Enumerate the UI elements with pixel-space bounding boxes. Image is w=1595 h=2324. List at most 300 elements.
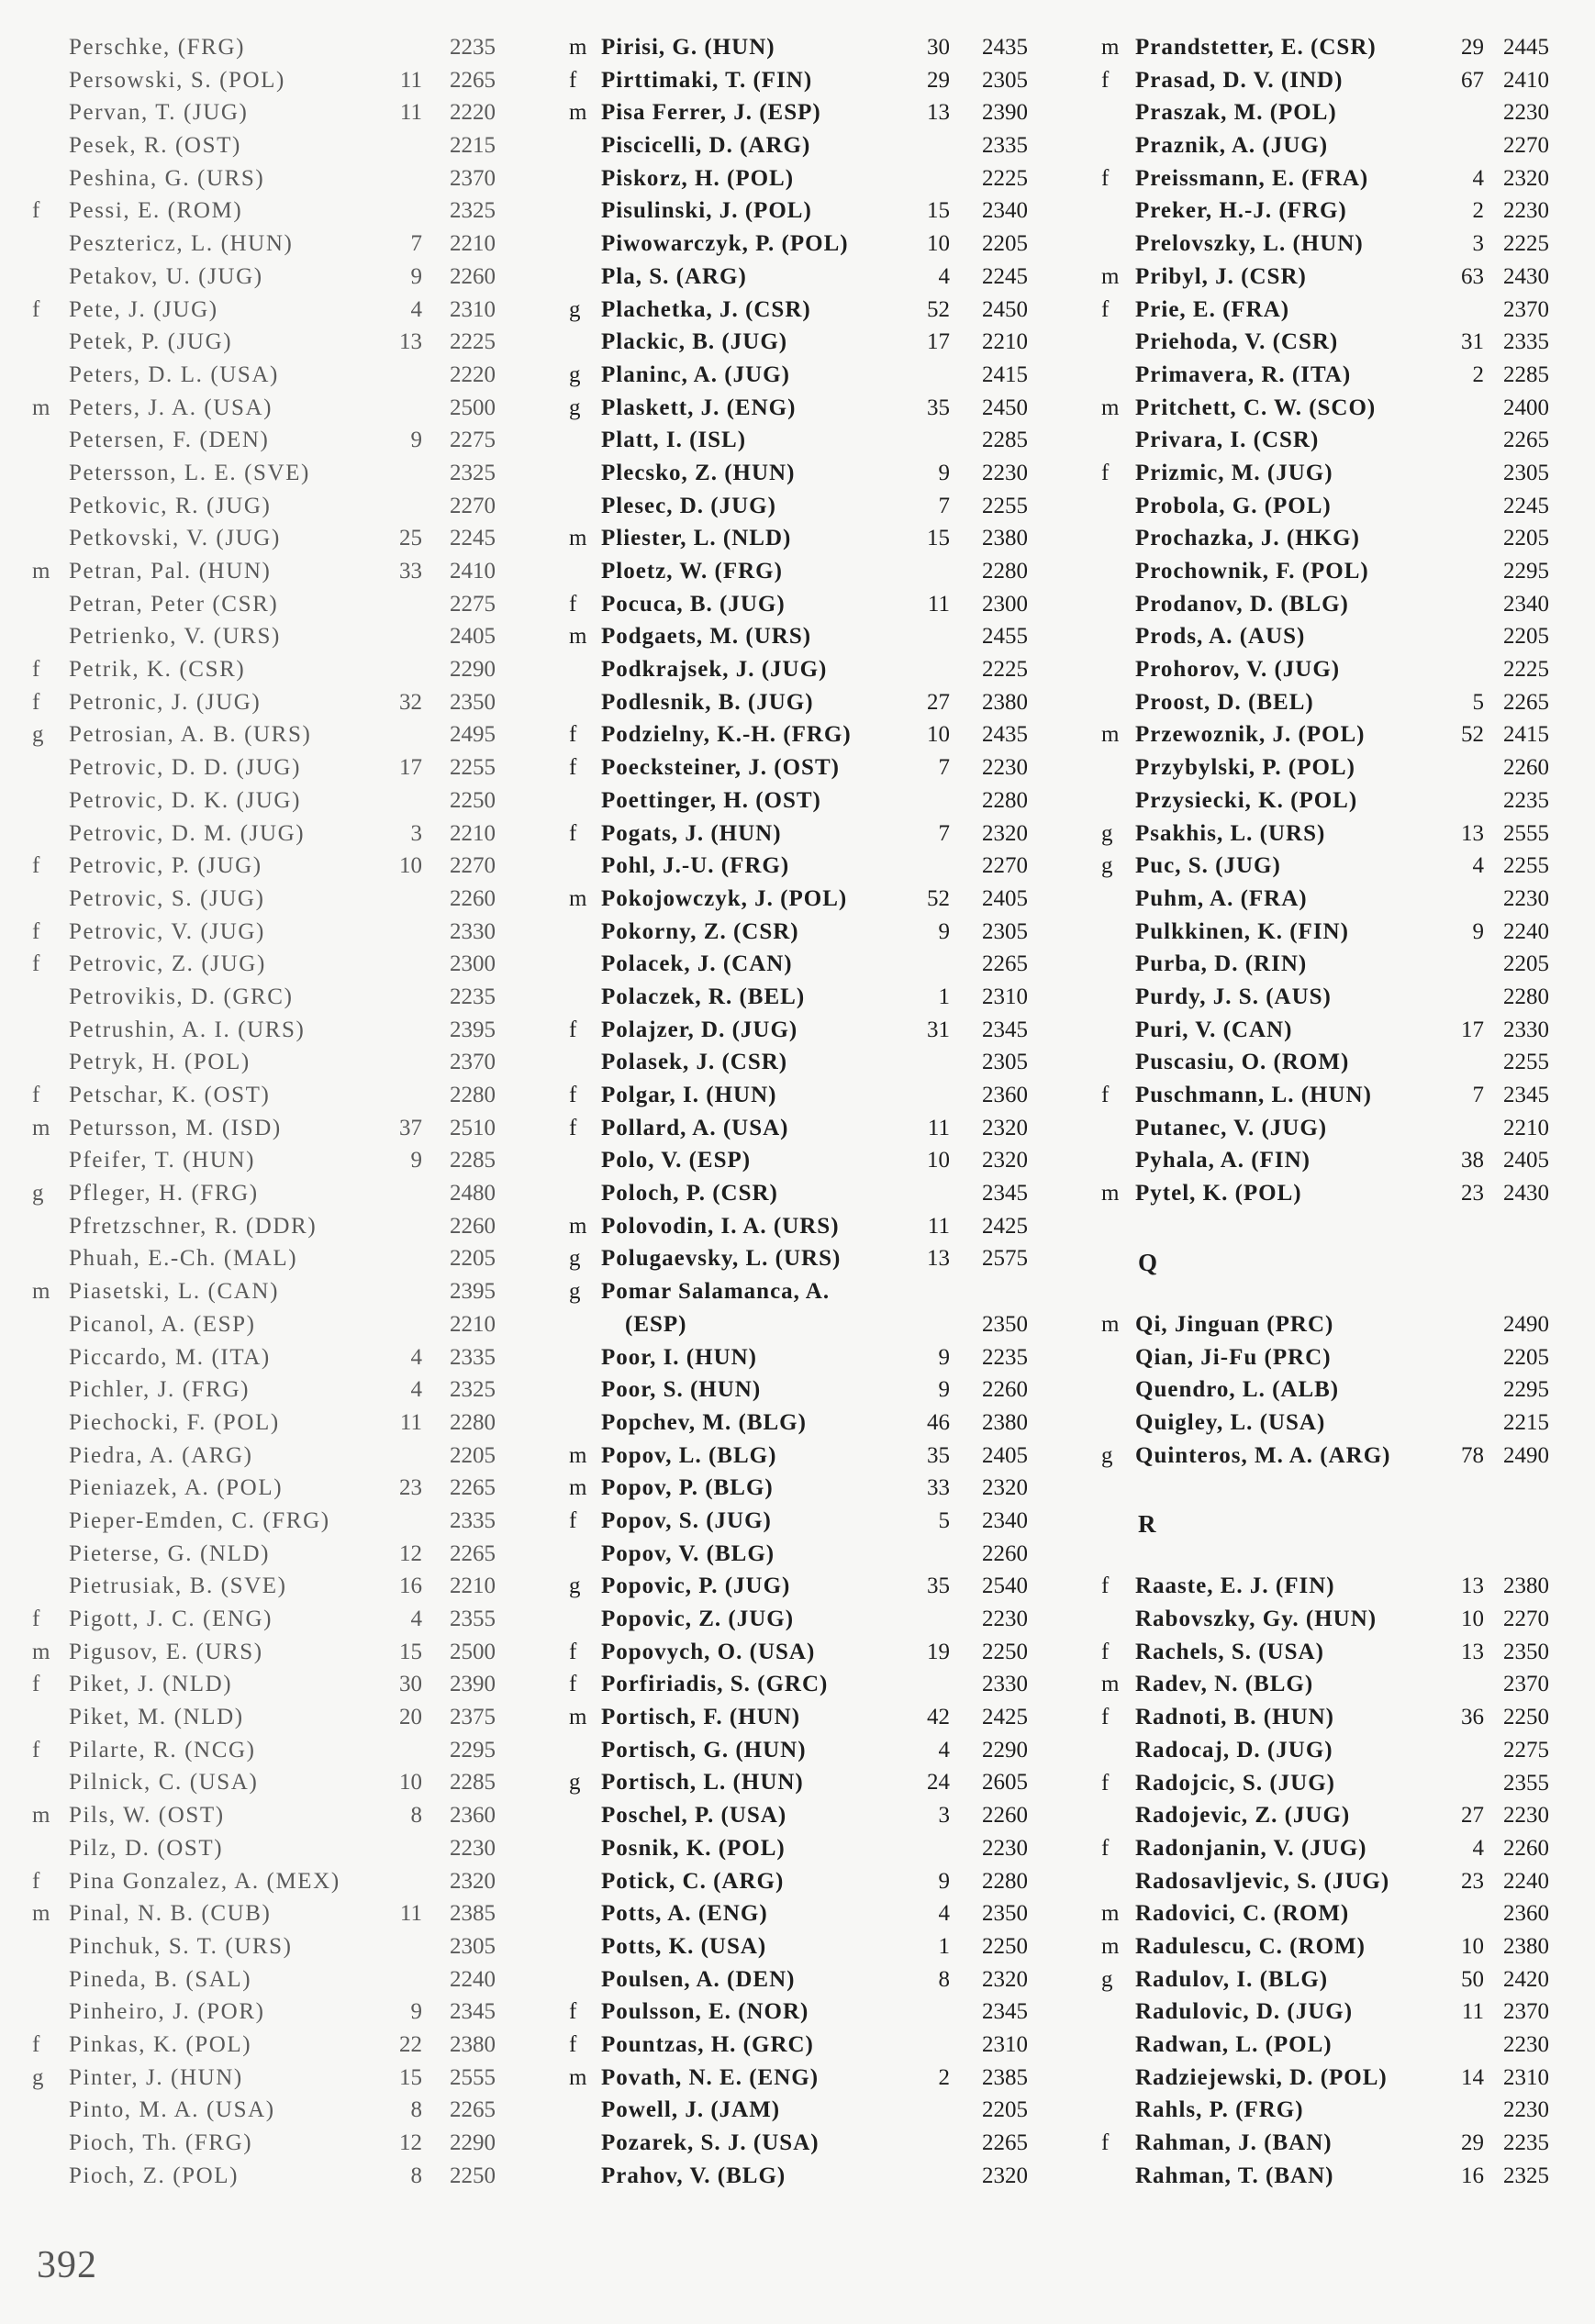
player-entry	[1074, 883, 1588, 916]
title-code: m	[569, 35, 588, 60]
title-code: f	[32, 657, 41, 683]
title-code: f	[569, 820, 578, 846]
player-name: Podzielny, K.-H. (FRG)	[601, 722, 852, 748]
elo-rating: 2275	[450, 591, 496, 617]
player-entry	[0, 1144, 532, 1177]
player-name: Piasetski, L. (CAN)	[69, 1279, 279, 1305]
elo-rating: 2320	[450, 1868, 496, 1894]
player-name: Posnik, K. (POL)	[601, 1835, 786, 1861]
games-count: 1	[938, 984, 950, 1009]
elo-rating: 2265	[450, 1540, 496, 1566]
elo-rating: 2480	[450, 1181, 496, 1206]
player-entry	[1074, 64, 1588, 97]
player-entry	[0, 555, 532, 588]
player-entry	[0, 1832, 532, 1865]
player-entry	[1074, 1079, 1588, 1112]
elo-rating: 2260	[450, 1213, 496, 1239]
player-name: Portisch, F. (HUN)	[601, 1705, 801, 1730]
player-entry	[541, 1275, 1055, 1340]
elo-rating: 2225	[982, 657, 1028, 683]
elo-rating: 2285	[450, 1148, 496, 1173]
title-code: f	[1101, 460, 1110, 485]
elo-rating: 2495	[450, 722, 496, 748]
player-entry	[1074, 1308, 1588, 1341]
player-name: Petkovski, V. (JUG)	[69, 526, 281, 551]
player-name: Praznik, A. (JUG)	[1135, 133, 1329, 159]
player-name: Puhm, A. (FRA)	[1135, 885, 1308, 911]
elo-rating: 2255	[450, 755, 496, 781]
elo-rating: 2350	[982, 1901, 1028, 1927]
player-name: Popovych, O. (USA)	[601, 1639, 816, 1664]
player-name: Polo, V. (ESP)	[601, 1148, 752, 1173]
player-entry	[541, 784, 1055, 817]
elo-rating: 2320	[982, 820, 1028, 846]
player-column-1	[0, 31, 532, 2192]
elo-rating: 2405	[982, 1442, 1028, 1468]
elo-rating: 2275	[450, 428, 496, 453]
title-code: g	[1101, 853, 1114, 879]
games-count: 9	[410, 263, 422, 289]
games-count: 4	[1472, 853, 1484, 879]
player-name: Primavera, R. (ITA)	[1135, 361, 1352, 387]
player-name: Popovic, Z. (JUG)	[601, 1607, 795, 1632]
player-entry	[0, 2062, 532, 2095]
games-count: 32	[399, 689, 422, 715]
player-name: Pribyl, J. (CSR)	[1135, 263, 1307, 289]
title-code: g	[569, 1279, 582, 1305]
games-count: 8	[410, 2097, 422, 2123]
player-entry	[0, 1407, 532, 1440]
player-name: Pieniazek, A. (POL)	[69, 1475, 284, 1501]
games-count: 11	[399, 1409, 422, 1435]
games-count: 11	[927, 1115, 950, 1140]
title-code: f	[1101, 1835, 1110, 1861]
player-entry	[541, 1538, 1055, 1571]
player-entry	[0, 1275, 532, 1308]
player-name: Pinheiro, J. (POR)	[69, 1999, 265, 2025]
player-entry	[0, 162, 532, 195]
player-name: Preissmann, E. (FRA)	[1135, 165, 1369, 191]
games-count: 20	[399, 1705, 422, 1730]
elo-rating: 2250	[982, 1639, 1028, 1664]
elo-rating: 2210	[450, 1311, 496, 1337]
player-entry	[541, 522, 1055, 555]
elo-rating: 2450	[982, 296, 1028, 322]
player-entry	[541, 1799, 1055, 1832]
player-name: Plachetka, J. (CSR)	[601, 296, 811, 322]
player-entry	[0, 294, 532, 327]
title-code: f	[569, 722, 578, 748]
player-name: Pisa Ferrer, J. (ESP)	[601, 100, 821, 126]
games-count: 12	[399, 2130, 422, 2155]
player-name: Petran, Pal. (HUN)	[69, 559, 272, 584]
player-entry	[541, 1603, 1055, 1636]
games-count: 22	[399, 2031, 422, 2057]
elo-rating: 2345	[982, 1999, 1028, 2025]
player-name: Pinto, M. A. (USA)	[69, 2097, 275, 2123]
player-entry	[0, 1341, 532, 1374]
games-count: 13	[927, 1246, 950, 1272]
elo-rating: 2295	[1503, 559, 1549, 584]
player-entry	[1074, 784, 1588, 817]
games-count: 8	[410, 2163, 422, 2188]
games-count: 9	[938, 1868, 950, 1894]
player-entry	[1074, 2160, 1588, 2193]
elo-rating: 2290	[982, 1737, 1028, 1762]
player-entry	[1074, 392, 1588, 425]
section-letter-heading	[1074, 1210, 1588, 1308]
title-code: f	[569, 1639, 578, 1664]
title-code: f	[1101, 1083, 1110, 1107]
player-name: Potts, K. (USA)	[601, 1933, 767, 1959]
elo-rating: 2205	[450, 1442, 496, 1468]
elo-rating: 2320	[982, 1475, 1028, 1501]
elo-rating: 2275	[1503, 1737, 1549, 1762]
player-name: Raaste, E. J. (FIN)	[1135, 1573, 1335, 1599]
elo-rating: 2335	[450, 1344, 496, 1370]
section-letter: R	[1138, 1510, 1157, 1539]
elo-rating: 2430	[1503, 263, 1549, 289]
elo-rating: 2410	[450, 559, 496, 584]
player-name: Pineda, B. (SAL)	[69, 1966, 252, 1992]
player-entry	[1074, 2127, 1588, 2160]
player-entry	[541, 1440, 1055, 1473]
elo-rating: 2250	[450, 2163, 496, 2188]
player-name: Podgaets, M. (URS)	[601, 624, 812, 650]
player-entry	[1074, 620, 1588, 653]
player-name: Pilnick, C. (USA)	[69, 1770, 259, 1796]
title-code: f	[569, 1115, 578, 1140]
games-count: 50	[1461, 1966, 1484, 1992]
player-entry	[1074, 1963, 1588, 1996]
player-entry	[541, 2160, 1055, 2193]
title-code: m	[32, 395, 52, 420]
player-entry	[1074, 751, 1588, 784]
games-count: 4	[410, 1607, 422, 1631]
title-code: m	[569, 1475, 588, 1501]
player-name: Radojevic, Z. (JUG)	[1135, 1803, 1351, 1829]
player-entry	[1074, 1046, 1588, 1079]
games-count: 3	[938, 1803, 950, 1829]
title-code: m	[1101, 1311, 1121, 1337]
title-code: f	[569, 1507, 578, 1533]
elo-rating: 2260	[1503, 755, 1549, 781]
games-count: 52	[927, 885, 950, 911]
elo-rating: 2500	[450, 1639, 496, 1664]
title-code: f	[32, 1607, 41, 1631]
player-entry	[541, 1701, 1055, 1734]
elo-rating: 2255	[1503, 853, 1549, 879]
elo-rating: 2230	[1503, 1803, 1549, 1829]
player-entry	[541, 2029, 1055, 2062]
elo-rating: 2215	[450, 133, 496, 159]
player-name: Pioch, Z. (POL)	[69, 2163, 240, 2188]
games-count: 30	[399, 1672, 422, 1697]
elo-rating: 2435	[982, 722, 1028, 748]
player-entry	[541, 1930, 1055, 1963]
games-count: 11	[927, 1213, 950, 1239]
player-name: Radosavljevic, S. (JUG)	[1135, 1868, 1390, 1894]
elo-rating: 2250	[1503, 1705, 1549, 1730]
player-entry	[0, 522, 532, 555]
player-name: Prohorov, V. (JUG)	[1135, 657, 1341, 683]
elo-rating: 2205	[1503, 951, 1549, 977]
player-entry	[1074, 1014, 1588, 1047]
elo-rating: 2260	[450, 263, 496, 289]
elo-rating: 2295	[450, 1737, 496, 1762]
elo-rating: 2215	[1503, 1409, 1549, 1435]
player-name: Radnoti, B. (HUN)	[1135, 1705, 1335, 1730]
elo-rating: 2290	[450, 657, 496, 683]
player-name: Podlesnik, B. (JUG)	[601, 689, 814, 715]
elo-rating: 2350	[450, 689, 496, 715]
player-entry	[0, 1636, 532, 1669]
player-name: Puscasiu, O. (ROM)	[1135, 1050, 1350, 1075]
player-name: Poettinger, H. (OST)	[601, 787, 821, 813]
player-entry	[541, 850, 1055, 883]
player-name: Przysiecki, K. (POL)	[1135, 787, 1358, 813]
player-entry	[541, 653, 1055, 686]
player-entry	[0, 883, 532, 916]
player-name: Pogats, J. (HUN)	[601, 820, 782, 846]
elo-rating: 2285	[982, 428, 1028, 453]
section-letter-heading	[1074, 1472, 1588, 1570]
player-name: Putanec, V. (JUG)	[1135, 1115, 1328, 1140]
games-count: 9	[410, 1999, 422, 2025]
title-code: f	[1101, 1639, 1110, 1664]
elo-rating: 2305	[982, 1050, 1028, 1075]
player-name: Polugaevsky, L. (URS)	[601, 1246, 842, 1272]
games-count: 16	[399, 1573, 422, 1599]
elo-rating: 2270	[982, 853, 1028, 879]
games-count: 25	[399, 526, 422, 551]
games-count: 7	[938, 493, 950, 518]
elo-rating: 2370	[450, 1050, 496, 1075]
games-count: 4	[410, 1344, 422, 1370]
player-entry	[0, 948, 532, 981]
player-entry	[0, 2094, 532, 2127]
elo-rating: 2540	[982, 1573, 1028, 1599]
title-code: f	[32, 1083, 41, 1107]
player-name: Puschmann, L. (HUN)	[1135, 1083, 1372, 1107]
player-name: Pilz, D. (OST)	[69, 1835, 224, 1861]
player-name: Portisch, L. (HUN)	[601, 1770, 804, 1796]
elo-rating: 2390	[450, 1672, 496, 1697]
player-name: Povath, N. E. (ENG)	[601, 2064, 820, 2090]
games-count: 16	[1461, 2163, 1484, 2188]
elo-rating: 2210	[982, 329, 1028, 355]
games-count: 15	[927, 526, 950, 551]
player-name: Probola, G. (POL)	[1135, 493, 1332, 518]
elo-rating: 2320	[1503, 165, 1549, 191]
elo-rating: 2335	[1503, 329, 1549, 355]
elo-rating: 2305	[982, 67, 1028, 93]
player-entry	[1074, 2062, 1588, 2095]
player-name: Pirisi, G. (HUN)	[601, 35, 775, 60]
elo-rating: 2350	[1503, 1639, 1549, 1664]
elo-rating: 2265	[982, 951, 1028, 977]
player-name: Petran, Peter (CSR)	[69, 591, 279, 617]
player-name: Quendro, L. (ALB)	[1135, 1377, 1340, 1403]
games-count: 15	[399, 2064, 422, 2090]
section-letter: Q	[1138, 1248, 1159, 1276]
elo-rating: 2280	[982, 559, 1028, 584]
player-entry	[1074, 195, 1588, 228]
elo-rating: 2255	[982, 493, 1028, 518]
games-count: 35	[927, 1573, 950, 1599]
elo-rating: 2230	[982, 755, 1028, 781]
player-entry	[1074, 96, 1588, 129]
elo-rating: 2310	[1503, 2064, 1549, 2090]
player-name: Radulovic, D. (JUG)	[1135, 1999, 1354, 2025]
player-entry	[1074, 162, 1588, 195]
player-name: Petschar, K. (OST)	[69, 1083, 271, 1107]
player-entry	[0, 1210, 532, 1243]
player-name: Popovic, P. (JUG)	[601, 1573, 791, 1599]
elo-rating: 2270	[1503, 133, 1549, 159]
games-count: 13	[1461, 1573, 1484, 1599]
player-name: Polajzer, D. (JUG)	[601, 1017, 798, 1042]
title-code: f	[569, 1672, 578, 1697]
player-entry	[1074, 2029, 1588, 2062]
elo-rating: 2450	[982, 395, 1028, 420]
games-count: 52	[927, 296, 950, 322]
player-name: Popov, S. (JUG)	[601, 1507, 772, 1533]
player-entry	[1074, 1701, 1588, 1734]
title-code: m	[1101, 263, 1121, 289]
elo-rating: 2435	[982, 35, 1028, 60]
player-name: Pokorny, Z. (CSR)	[601, 918, 799, 944]
player-name: Poulsson, E. (NOR)	[601, 1999, 809, 2025]
games-count: 11	[399, 1901, 422, 1927]
title-code: f	[32, 1672, 41, 1697]
title-code: m	[569, 100, 588, 126]
elo-rating: 2245	[982, 263, 1028, 289]
player-entry	[0, 1538, 532, 1571]
elo-rating: 2335	[982, 133, 1028, 159]
player-entry	[1074, 948, 1588, 981]
player-entry	[0, 1570, 532, 1603]
player-name: Przewoznik, J. (POL)	[1135, 722, 1366, 748]
player-name: Piscicelli, D. (ARG)	[601, 133, 811, 159]
player-name: Pliester, L. (NLD)	[601, 526, 792, 551]
games-count: 9	[410, 428, 422, 453]
player-name: Rahman, T. (BAN)	[1135, 2163, 1334, 2188]
title-code: g	[569, 1770, 582, 1796]
elo-rating: 2375	[450, 1705, 496, 1730]
games-count: 10	[1461, 1607, 1484, 1632]
player-name: Picanol, A. (ESP)	[69, 1311, 256, 1337]
player-name: Phuah, E.-Ch. (MAL)	[69, 1246, 298, 1272]
elo-rating: 2300	[450, 951, 496, 977]
player-name: Persowski, S. (POL)	[69, 67, 285, 93]
player-entry	[0, 228, 532, 261]
elo-rating: 2575	[982, 1246, 1028, 1272]
games-count: 9	[410, 1148, 422, 1173]
title-code: m	[32, 1639, 52, 1664]
elo-rating: 2445	[1503, 35, 1549, 60]
player-entry	[0, 817, 532, 851]
player-entry	[0, 1472, 532, 1505]
player-name: Petakov, U. (JUG)	[69, 263, 263, 289]
player-name: Ploetz, W. (FRG)	[601, 559, 783, 584]
title-code: f	[569, 2031, 578, 2057]
player-name: Rahman, J. (BAN)	[1135, 2130, 1333, 2156]
games-count: 3	[1472, 231, 1484, 257]
games-count: 29	[927, 67, 950, 93]
elo-rating: 2230	[1503, 100, 1549, 126]
elo-rating: 2260	[1503, 1835, 1549, 1861]
elo-rating: 2385	[450, 1901, 496, 1927]
player-entry	[0, 490, 532, 523]
games-count: 33	[399, 559, 422, 584]
elo-rating: 2425	[982, 1705, 1028, 1730]
player-entry	[1074, 1832, 1588, 1865]
games-count: 7	[1472, 1083, 1484, 1107]
title-code: m	[1101, 395, 1121, 420]
games-count: 37	[399, 1115, 422, 1140]
elo-rating: 2225	[450, 329, 496, 355]
elo-rating: 2230	[1503, 2097, 1549, 2123]
player-name: Piedra, A. (ARG)	[69, 1442, 253, 1468]
elo-rating: 2205	[982, 231, 1028, 257]
title-code: m	[1101, 722, 1121, 748]
player-entry	[0, 1603, 532, 1636]
elo-rating: 2255	[1503, 1050, 1549, 1075]
player-entry	[1074, 588, 1588, 621]
title-code: g	[32, 2064, 46, 2090]
player-name: Plackic, B. (JUG)	[601, 329, 788, 355]
title-code: g	[1101, 820, 1114, 846]
player-name: Platt, I. (ISL)	[601, 428, 747, 453]
player-name: Petrovic, V. (JUG)	[69, 918, 265, 944]
player-entry	[0, 1930, 532, 1963]
games-count: 9	[938, 460, 950, 485]
player-name: Prahov, V. (BLG)	[601, 2163, 786, 2188]
title-code: m	[569, 2064, 588, 2090]
elo-rating: 2355	[1503, 1770, 1549, 1796]
player-entry	[541, 1177, 1055, 1210]
player-name: Proost, D. (BEL)	[1135, 689, 1314, 715]
player-entry	[1074, 850, 1588, 883]
player-name: Poschel, P. (USA)	[601, 1803, 787, 1829]
elo-rating: 2230	[982, 1607, 1028, 1632]
games-count: 9	[938, 918, 950, 944]
games-count: 10	[927, 722, 950, 748]
title-code: f	[569, 1999, 578, 2025]
player-name: Podkrajsek, J. (JUG)	[601, 657, 828, 683]
games-count: 13	[1461, 1639, 1484, 1664]
elo-rating: 2230	[982, 460, 1028, 485]
elo-rating: 2555	[450, 2064, 496, 2090]
player-name: Prie, E. (FRA)	[1135, 296, 1290, 322]
player-name: Pieterse, G. (NLD)	[69, 1540, 271, 1566]
player-entry	[541, 294, 1055, 327]
player-name: Porfiriadis, S. (GRC)	[601, 1672, 829, 1697]
player-name: Plaskett, J. (ENG)	[601, 395, 797, 420]
elo-rating: 2230	[450, 1835, 496, 1861]
player-entry	[1074, 1440, 1588, 1473]
games-count: 4	[938, 1901, 950, 1927]
player-entry	[0, 359, 532, 392]
games-count: 15	[927, 198, 950, 224]
elo-rating: 2320	[982, 2163, 1028, 2188]
elo-rating: 2605	[982, 1770, 1028, 1796]
games-count: 11	[1461, 1999, 1484, 2025]
title-code: m	[32, 1901, 52, 1927]
games-count: 7	[938, 820, 950, 846]
player-name: Pioch, Th. (FRG)	[69, 2130, 253, 2155]
